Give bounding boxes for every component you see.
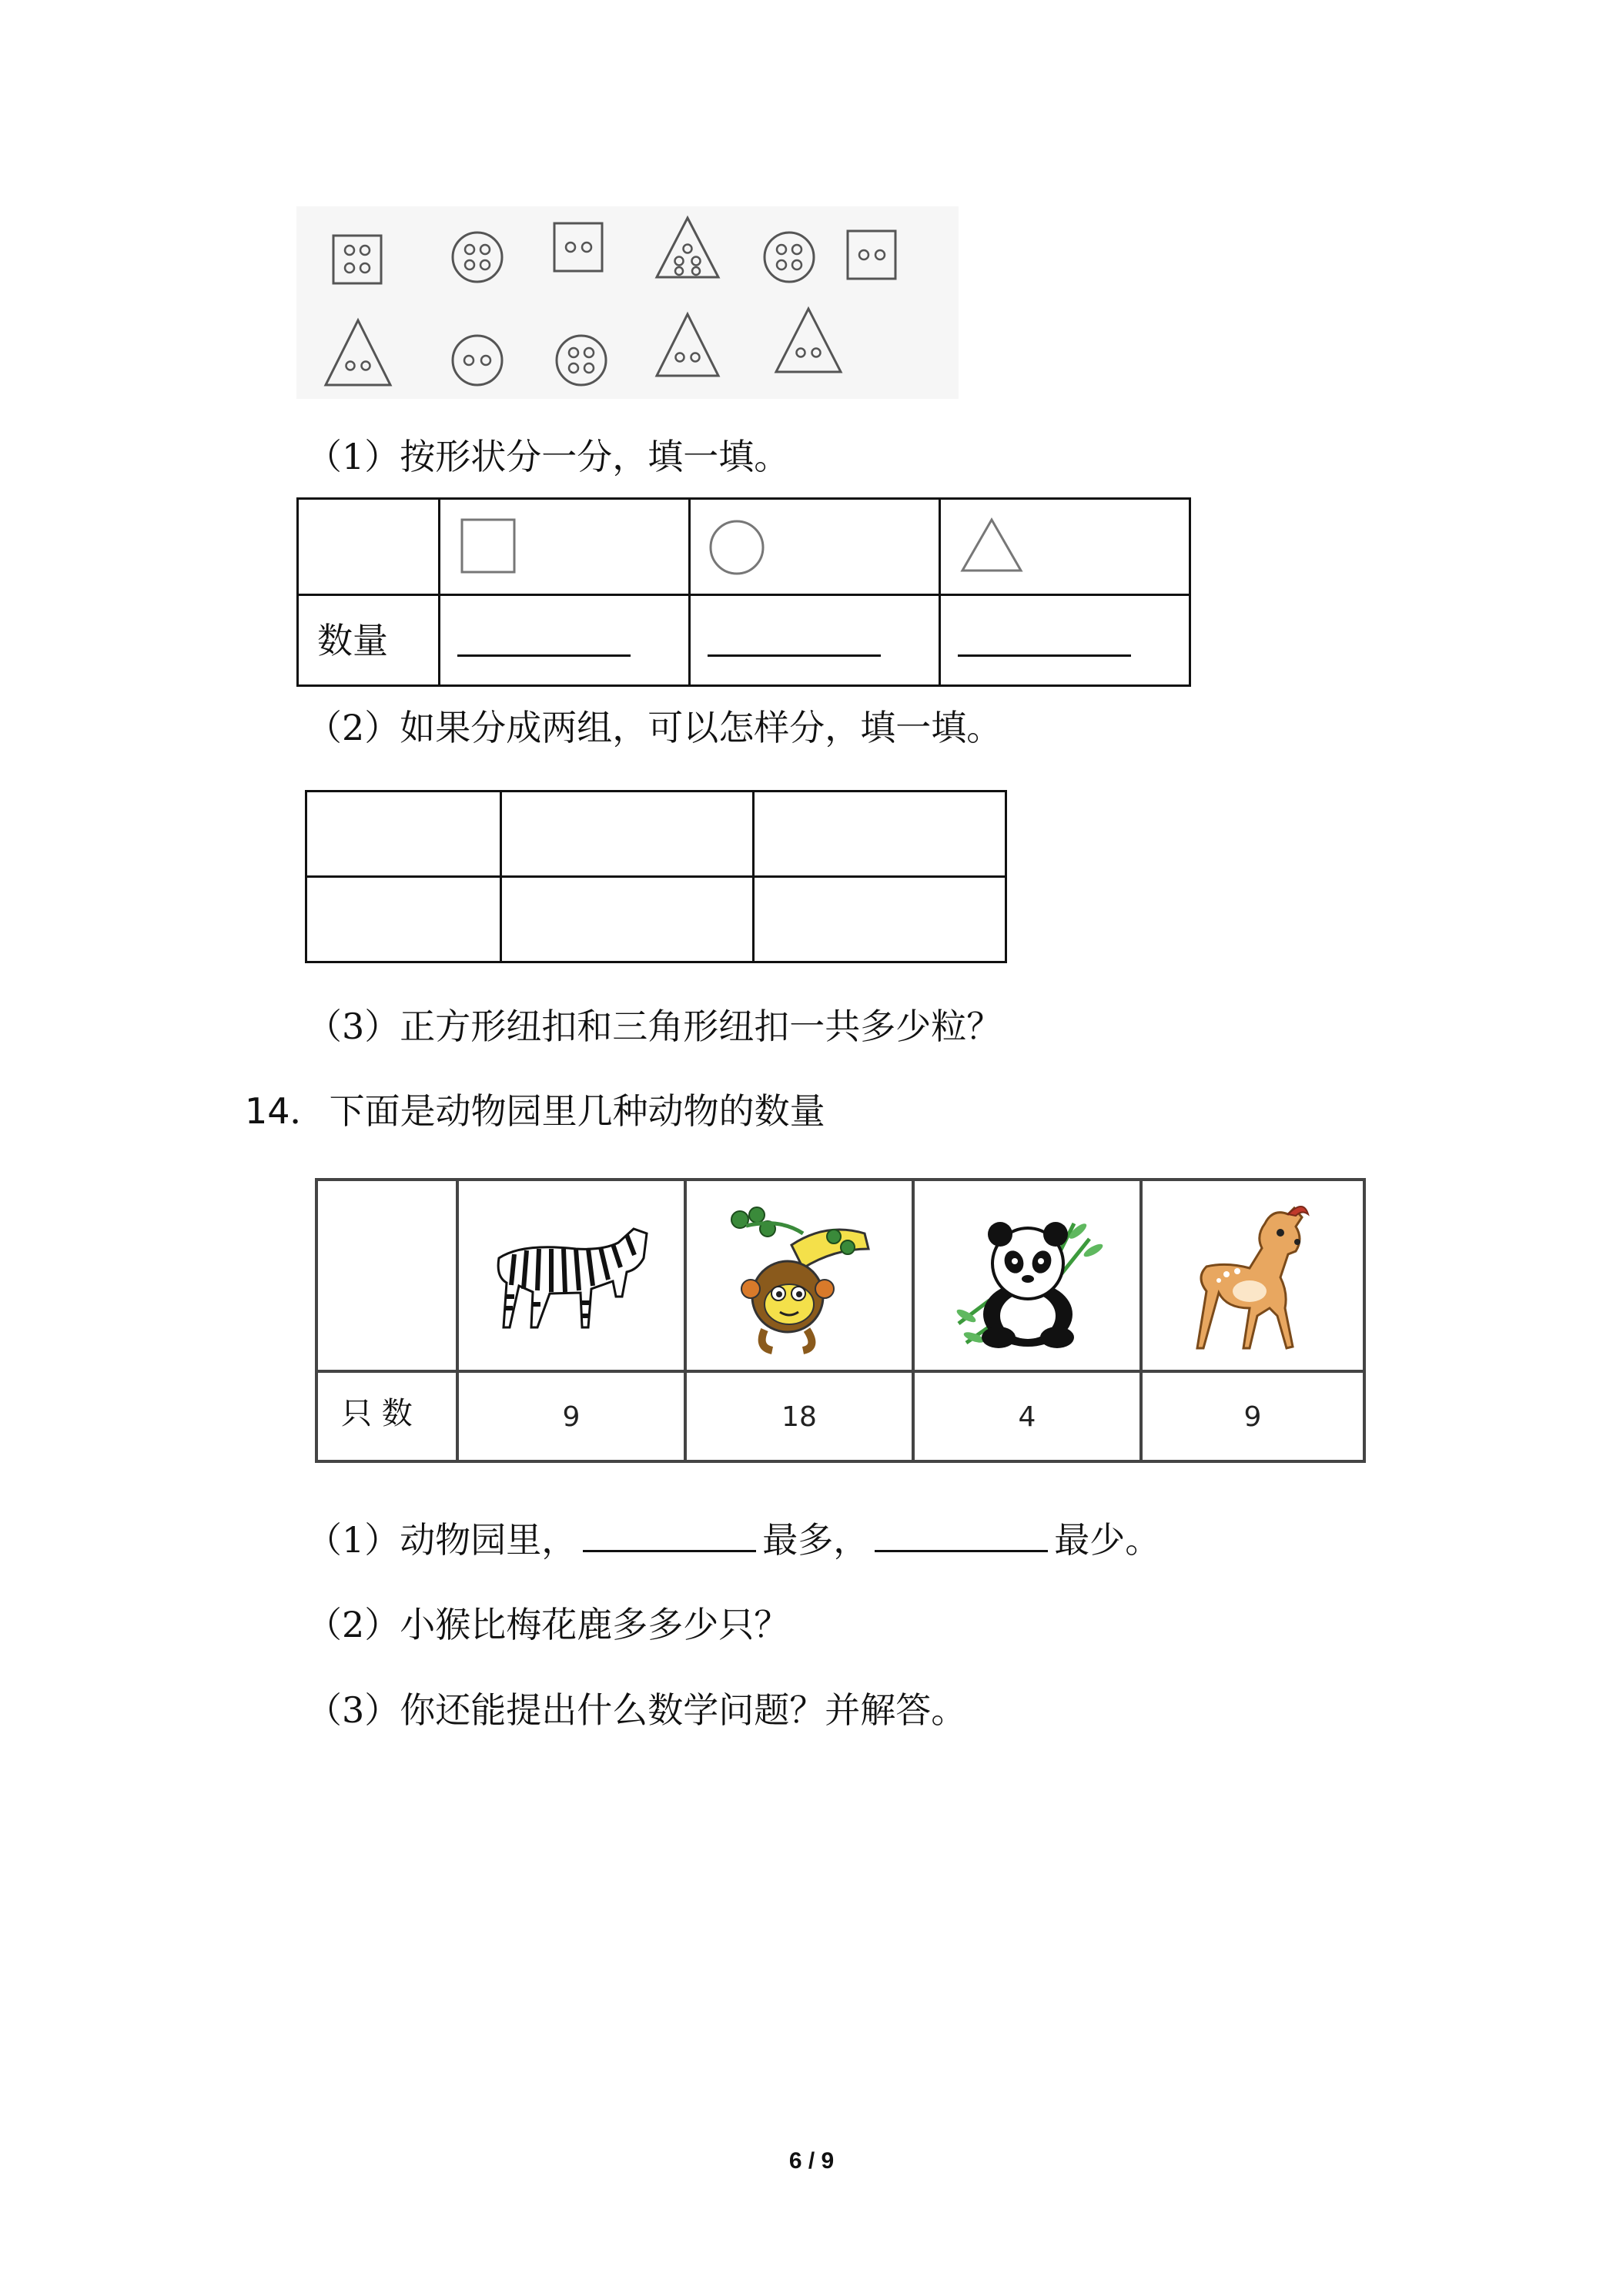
triangle-header-cell: [939, 499, 1190, 595]
quantity-label: 数量: [317, 619, 388, 661]
circle-button-icon: [453, 233, 502, 282]
circle-button-icon: [765, 233, 814, 282]
triangle-button-icon: [657, 218, 718, 277]
group-cell[interactable]: [501, 877, 754, 962]
circle-count-cell[interactable]: [689, 595, 939, 686]
square-count-blank[interactable]: [457, 651, 631, 657]
circle-button-icon: [557, 336, 606, 385]
q13-part2-prompt: （2）如果分成两组，可以怎样分，填一填。: [306, 707, 1002, 748]
circle-count-blank[interactable]: [708, 651, 881, 657]
q13-part3-prompt: （3）正方形纽扣和三角形纽扣一共多少粒？: [306, 1006, 1002, 1047]
square-shape-icon: [440, 500, 688, 591]
q14-number: 14．: [245, 1090, 326, 1132]
q14-heading: [245, 1090, 825, 1132]
animal-count-row-label: 只 数: [341, 1396, 413, 1431]
least-animal-blank[interactable]: [875, 1547, 1048, 1552]
buttons-drawing: [296, 206, 959, 399]
q13-part1-prompt: （1）按形状分一分，填一填。: [306, 436, 790, 477]
group-cell[interactable]: [501, 792, 754, 877]
q14-part1-least: 最少。: [1054, 1519, 1161, 1561]
group-cell[interactable]: [306, 792, 501, 877]
table-corner-cell: [298, 499, 440, 595]
square-button-icon: [554, 223, 602, 271]
circle-button-icon: [453, 336, 502, 385]
two-group-table: [305, 790, 1007, 963]
buttons-illustration: [296, 206, 959, 399]
group-cell[interactable]: [306, 877, 501, 962]
triangle-shape-icon: [941, 500, 1188, 591]
q14-part1-lead: （1）动物园里，: [306, 1519, 577, 1561]
page-number: 6 / 9: [788, 2148, 835, 2174]
panda-count: 4: [1018, 1401, 1036, 1433]
group-cell[interactable]: [754, 877, 1006, 962]
circle-shape-icon: [691, 500, 938, 591]
monkey-count: 18: [781, 1401, 817, 1433]
triangle-count-blank[interactable]: [958, 651, 1131, 657]
q14-title: 下面是动物园里几种动物的数量: [329, 1090, 825, 1132]
circle-header-cell: [689, 499, 939, 595]
animal-count-table: [315, 1178, 1366, 1463]
zebra-count: 9: [562, 1401, 581, 1433]
quantity-label-cell: [298, 595, 440, 686]
monkey-icon: [718, 1203, 880, 1357]
triangle-button-icon: [776, 309, 841, 372]
zebra-icon: [476, 1212, 661, 1350]
q14-part1: [306, 1519, 1161, 1561]
square-count-cell[interactable]: [439, 595, 689, 686]
triangle-button-icon: [326, 320, 390, 385]
q14-part2-prompt: （2）小猴比梅花鹿多多少只？: [306, 1604, 790, 1645]
shape-count-table: [296, 497, 1191, 687]
group-cell[interactable]: [754, 792, 1006, 877]
triangle-count-cell[interactable]: [939, 595, 1190, 686]
square-header-cell: [439, 499, 689, 595]
triangle-button-icon: [657, 314, 718, 376]
panda-icon: [943, 1208, 1113, 1354]
deer-count: 9: [1243, 1401, 1262, 1433]
most-animal-blank[interactable]: [583, 1547, 756, 1552]
q14-part1-most: 最多，: [762, 1519, 869, 1561]
square-button-icon: [333, 236, 381, 283]
square-button-icon: [848, 231, 895, 279]
deer-icon: [1173, 1200, 1327, 1362]
q14-part3-prompt: （3）你还能提出什么数学问题？并解答。: [306, 1689, 967, 1731]
